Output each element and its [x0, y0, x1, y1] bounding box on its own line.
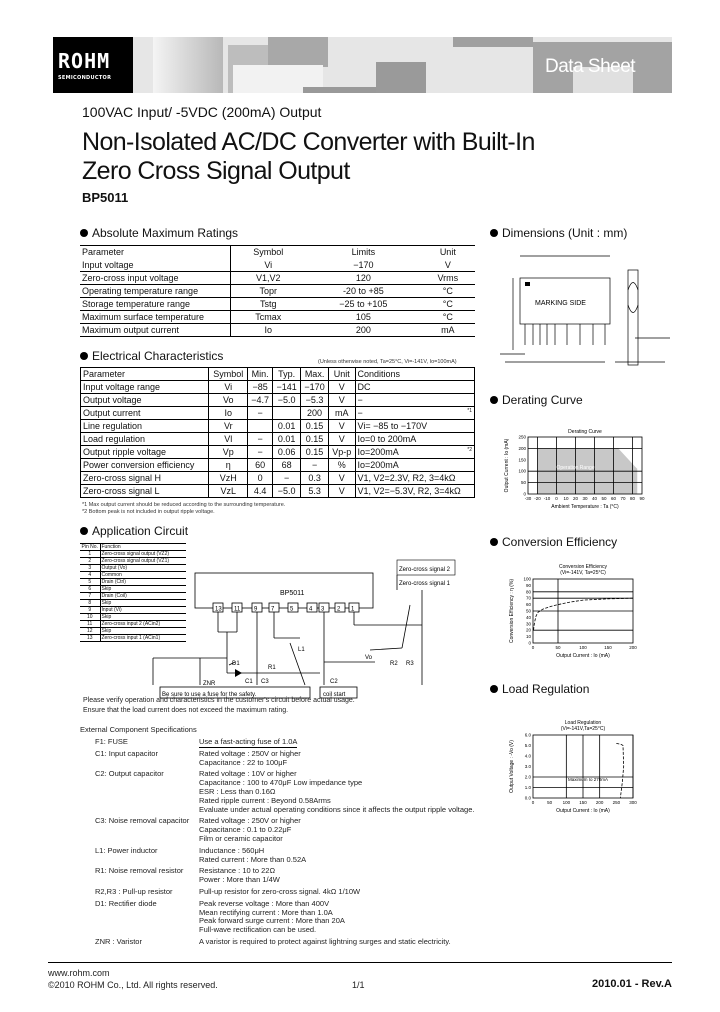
column-header: Function [100, 544, 186, 551]
table-cell: −25 to +105 [306, 298, 421, 311]
table-cell: η [209, 459, 248, 472]
table-cell: V1, V2=2.3V, R2, 3=4kΩ [355, 472, 474, 485]
application-circuit [140, 555, 480, 700]
y-tick-label: 200 [518, 445, 526, 451]
y-tick-label: 50 [525, 608, 531, 614]
table-cell: Zero-cross input 2 (ACin2) [100, 621, 186, 628]
y-tick-label: 1.0 [524, 785, 531, 790]
elec-heading: Electrical Characteristics [80, 349, 223, 363]
marking-side-label: MARKING SIDE [535, 300, 586, 307]
y-tick-label: 2.0 [524, 774, 531, 780]
efficiency-chart [490, 562, 670, 667]
table-row [80, 324, 475, 337]
ic-pin-number: 2 [337, 606, 341, 613]
table-cell: 0 [248, 472, 273, 485]
footer-page: 1/1 [352, 980, 365, 990]
x-tick-label: 90 [639, 496, 645, 501]
r1-label: R1 [268, 665, 276, 671]
table-cell: V [329, 420, 356, 433]
footer-rule [48, 962, 672, 963]
x-tick-label: 20 [572, 496, 579, 501]
y-tick-label: 70 [525, 595, 531, 601]
elec-table [80, 367, 475, 498]
efficiency-heading: Conversion Efficiency [490, 535, 617, 549]
y-tick-label: 6.0 [524, 732, 531, 738]
table-cell: V1,V2 [230, 272, 306, 285]
chart-title: Derating Curve [568, 429, 602, 435]
table-cell: Skip [100, 586, 186, 593]
y-axis-label: Conversion Efficiency : η (%) [509, 578, 515, 644]
y-tick-label: 100 [518, 468, 526, 474]
header-row [80, 246, 475, 259]
y-tick-label: 0 [523, 491, 526, 497]
ext-spec-name: R2,R3 : Pull-up resistor [95, 887, 173, 896]
table-cell: Io [230, 324, 306, 337]
column-header: Max. [301, 368, 329, 381]
column-header: Parameter [80, 246, 230, 259]
table-row [81, 394, 475, 407]
table-cell: −170 [301, 381, 329, 394]
app-note-1: Please verify operation and characteristics in the customer's circuit before actual usage. [83, 697, 355, 704]
table-cell [248, 420, 273, 433]
ext-spec-value: Rated voltage : 250V or higher [199, 816, 301, 826]
table-cell: Tcmax [230, 311, 306, 324]
table-cell: Skip [100, 600, 186, 607]
ext-spec-name: L1: Power inductor [95, 845, 158, 855]
table-cell: 0.01 [273, 420, 301, 433]
table-cell: − [248, 407, 273, 420]
table-cell: V [421, 259, 475, 272]
y-tick-label: 100 [523, 576, 531, 582]
y-axis-label: Output Current : Io (mA) [504, 438, 510, 493]
table-cell: 105 [306, 311, 421, 324]
table-row [81, 420, 475, 433]
table-cell: Zero-cross signal H [81, 472, 209, 485]
table-cell: Load regulation [81, 433, 209, 446]
x-tick-label: 200 [595, 800, 604, 805]
table-cell: −170 [306, 259, 421, 272]
table-cell: Input voltage [80, 259, 230, 272]
table-cell: 8 [80, 600, 100, 607]
table-cell: Input (Vi) [100, 607, 186, 614]
app-note-2: Ensure that the load current does not exceed the maximum rating. [83, 707, 289, 714]
ext-spec-value: Resistance : 10 to 22Ω [199, 866, 276, 876]
table-cell: − [355, 394, 474, 407]
y-tick-label: 4.0 [524, 753, 531, 759]
ext-spec-name: D1: Rectifier diode [95, 898, 157, 908]
x-tick-label: 150 [604, 645, 612, 650]
table-cell: −85 [248, 381, 273, 394]
table-cell: 200 [306, 324, 421, 337]
table-cell: − [248, 433, 273, 446]
ext-spec-value: Full-wave rectification can be used. [199, 925, 317, 935]
footnote-2: *2 Bottom peak is not included in output ripple voltage. [82, 509, 215, 515]
column-header: Typ. [273, 368, 301, 381]
y-tick-label: 5.0 [524, 743, 531, 748]
y-tick-label: 0.0 [524, 795, 531, 801]
table-row [81, 407, 475, 420]
ic-pin-number: 1 [351, 606, 355, 613]
x-tick-label: 60 [610, 496, 617, 501]
table-cell: 9 [80, 607, 100, 614]
table-cell: Output current [81, 407, 209, 420]
x-tick-label: 0 [531, 645, 535, 650]
ext-spec-name: R1: Noise removal resistor [95, 866, 184, 876]
footnote-ref: *2 [467, 446, 472, 453]
x-tick-label: 0 [531, 800, 535, 805]
abs-max-heading: Absolute Maximum Ratings [80, 226, 238, 240]
ext-spec-name: C1: Input capacitor [95, 748, 158, 758]
table-row [80, 259, 475, 272]
chart-title: Conversion Efficiency [559, 564, 607, 570]
y-tick-label: 30 [525, 621, 531, 627]
column-header: Pin No. [80, 544, 100, 551]
table-cell: − [273, 472, 301, 485]
table-row [80, 298, 475, 311]
x-tick-label: 80 [629, 496, 636, 501]
zero-cross-signal-2-label: Zero-cross signal 2 [399, 567, 451, 573]
part-number: BP5011 [82, 190, 129, 205]
table-cell: Vp [209, 446, 248, 459]
footnote-ref: *1 [467, 407, 472, 414]
table-cell: % [329, 459, 356, 472]
table-cell: Line regulation [81, 420, 209, 433]
y-tick-label: 150 [518, 457, 526, 463]
app-heading: Application Circuit [80, 524, 188, 538]
table-cell: Io [209, 407, 248, 420]
table-cell: 3 [80, 565, 100, 572]
table-cell: Power conversion efficiency [81, 459, 209, 472]
table-cell: Io=0 to 200mA [355, 433, 474, 446]
derating-heading: Derating Curve [490, 393, 583, 407]
table-cell: −141 [273, 381, 301, 394]
ext-spec-value: Capacitance : 22 to 100μF [199, 757, 288, 767]
table-cell: 0.3 [301, 472, 329, 485]
fuse-note: Be sure to use a fuse for the safety. [162, 692, 257, 698]
x-tick-label: 200 [629, 645, 637, 650]
table-cell: -20 to +85 [306, 285, 421, 298]
data-series [616, 743, 623, 798]
ext-spec-value: Use a fast-acting fuse of 1.0A [199, 737, 298, 746]
load-regulation-chart [490, 718, 670, 818]
column-header: Unit [329, 368, 356, 381]
ext-spec-name: F1: FUSE [95, 737, 128, 746]
ext-spec-value: Capacitance : 100 to 470μF Low impedance type [199, 778, 363, 788]
ext-spec-value: Peak reverse voltage : More than 400V [199, 898, 330, 908]
abs-max-table [80, 245, 475, 337]
footer-revision: 2010.01 - Rev.A [592, 978, 672, 990]
ext-spec-value: ESR : Less than 0.16Ω [199, 787, 276, 796]
table-cell: 6 [80, 586, 100, 593]
table-cell: Zero-cross signal output (VZ1) [100, 558, 186, 565]
table-cell: Tstg [230, 298, 306, 311]
column-header: Parameter [81, 368, 209, 381]
data-sheet-label: Data Sheet [545, 56, 636, 77]
table-cell: 5.3 [301, 485, 329, 498]
table-cell: Vi= −85 to −170V [355, 420, 474, 433]
chart-annotation: Maximum Io 270mA [568, 777, 609, 783]
table-cell: 10 [80, 614, 100, 621]
column-header: Symbol [230, 246, 306, 259]
table-cell: 12 [80, 628, 100, 635]
table-cell: Zero-cross input 1 (ACin1) [100, 635, 186, 642]
ic-pin-number: 7 [271, 606, 275, 613]
x-axis-label: Output Current : Io (mA) [556, 808, 610, 814]
ext-spec-value: Capacitance : 0.1 to 0.22μF [199, 825, 292, 835]
table-cell: 1 [80, 551, 100, 558]
x-tick-label: 40 [591, 496, 598, 501]
table-row [81, 381, 475, 394]
l1-label: L1 [298, 647, 305, 653]
y-tick-label: 50 [520, 480, 526, 486]
rohm-logo: ROHM SEMICONDUCTOR [53, 37, 133, 93]
ext-spec-value: A varistor is required to protect against lightning surges and static electricity. [199, 937, 451, 946]
table-cell: Drain (Coil) [100, 593, 186, 600]
table-cell: 0.15 [301, 433, 329, 446]
c2-label: C2 [330, 679, 338, 685]
ic-pin-number: 4 [309, 606, 313, 613]
table-cell: Skip [100, 628, 186, 635]
ext-spec-value: Pull-up resistor for zero-cross signal. 4kΩ 1/10W [199, 887, 361, 896]
chart-subtitle: (Vi=-141V, Ta=25°C) [560, 570, 606, 576]
table-cell: 5 [80, 579, 100, 586]
table-cell: Vp-p [329, 446, 356, 459]
dimensions-drawing [495, 250, 675, 370]
elec-conditions-note: (Unless otherwise noted, Ta=25°C, Vi=-141V, Io=100mA) [318, 359, 457, 365]
table-cell: Maximum output current [80, 324, 230, 337]
page-title: Non-Isolated AC/DC Converter with Built-In Zero Cross Signal Output [82, 128, 535, 185]
ext-spec-name: C2: Output capacitor [95, 769, 164, 779]
x-tick-label: -30 [524, 496, 532, 501]
x-tick-label: 300 [629, 800, 637, 805]
table-cell: VzH [209, 472, 248, 485]
table-cell: 4.4 [248, 485, 273, 498]
table-cell: °C [421, 285, 475, 298]
ic-pin-number: 9 [254, 606, 258, 613]
table-cell: V [329, 394, 356, 407]
table-cell: °C [421, 311, 475, 324]
c1-label: C1 [245, 679, 253, 685]
d1-label: D1 [232, 661, 240, 667]
table-cell: Topr [230, 285, 306, 298]
table-cell: 4 [80, 572, 100, 579]
table-cell: °C [421, 298, 475, 311]
ext-spec-value: Peak forward surge current : More than 20A [199, 916, 345, 926]
table-row [81, 459, 475, 472]
ext-spec-value: Evaluate under actual operating conditions since it affects the output ripple voltage. [199, 804, 475, 814]
ext-spec-value: Rated voltage : 250V or higher [199, 748, 301, 758]
ic-label: BP5011 [280, 590, 305, 597]
x-tick-label: 100 [579, 645, 587, 650]
table-cell: V [329, 485, 356, 498]
x-axis-label: Ambient Temperature : Ta (°C) [551, 504, 619, 510]
footnote-1: *1 Max output current should be reduced according to the surrounding temperature. [82, 502, 286, 508]
y-tick-label: 3.0 [524, 764, 531, 769]
ext-spec-value: Inductance : 560μH [199, 845, 265, 855]
ext-spec-value: Rated voltage : 10V or higher [199, 769, 297, 779]
x-tick-label: 50 [555, 645, 561, 650]
column-header: Unit [421, 246, 475, 259]
y-tick-label: 20 [525, 627, 531, 633]
c3-label: C3 [261, 679, 269, 685]
table-cell: Vi [209, 381, 248, 394]
ext-spec-value: Rated current : More than 0.52A [199, 854, 307, 864]
data-series [534, 598, 634, 630]
y-tick-label: 80 [525, 589, 531, 595]
table-cell: −5.0 [273, 394, 301, 407]
ext-spec-value: Rated ripple current : Beyond 0.58Arms [199, 795, 331, 805]
vo-label: Vo [365, 655, 373, 661]
header-row [81, 368, 475, 381]
table-cell: Storage temperature range [80, 298, 230, 311]
x-tick-label: 70 [620, 496, 626, 501]
y-axis-label: Output Voltage : -Vo (V) [509, 740, 515, 793]
table-cell: 0.06 [273, 446, 301, 459]
table-cell: Vo [209, 394, 248, 407]
x-tick-label: 50 [601, 496, 607, 501]
x-tick-label: 30 [582, 496, 588, 501]
dimensions-heading: Dimensions (Unit : mm) [490, 226, 627, 240]
table-cell: V [329, 472, 356, 485]
column-header: Limits [306, 246, 421, 259]
table-cell: Common [100, 572, 186, 579]
r2-label: R2 [390, 661, 398, 667]
r3-label: R3 [406, 661, 414, 667]
table-cell: mA [329, 407, 356, 420]
table-cell: Vl [209, 433, 248, 446]
x-tick-label: -20 [534, 496, 541, 501]
header-row [80, 544, 186, 551]
ext-spec-list [95, 738, 485, 953]
table-cell: −5.3 [301, 394, 329, 407]
table-cell: Vrms [421, 272, 475, 285]
table-cell: Vi [230, 259, 306, 272]
table-cell: Input voltage range [81, 381, 209, 394]
table-cell: 11 [80, 621, 100, 628]
x-tick-label: 50 [547, 800, 553, 805]
table-cell: 0.15 [301, 420, 329, 433]
table-cell: Io=200mA *2 [355, 446, 474, 459]
znr-label: ZNR [203, 681, 216, 687]
table-row [81, 446, 475, 459]
coil-start-note: coil start [323, 692, 346, 698]
table-cell: Zero-cross input voltage [80, 272, 230, 285]
table-cell: 200 [301, 407, 329, 420]
table-cell: − [248, 446, 273, 459]
table-cell [273, 407, 301, 420]
table-cell: −5.0 [273, 485, 301, 498]
table-cell: 2 [80, 558, 100, 565]
table-cell: Output voltage [81, 394, 209, 407]
footer-copyright: ©2010 ROHM Co., Ltd. All rights reserved. [48, 980, 218, 990]
table-cell: Output ripple voltage [81, 446, 209, 459]
table-row [81, 485, 475, 498]
table-cell: mA [421, 324, 475, 337]
table-cell: Vr [209, 420, 248, 433]
ext-spec-name: C3: Noise removal capacitor [95, 816, 190, 826]
load-regulation-heading: Load Regulation [490, 682, 589, 696]
table-cell: 120 [306, 272, 421, 285]
y-tick-label: 0 [528, 640, 531, 646]
ext-heading: External Component Specifications [80, 725, 197, 734]
column-header: Conditions [355, 368, 474, 381]
table-cell: − *1 [355, 407, 474, 420]
table-cell: − [301, 459, 329, 472]
x-tick-label: 100 [562, 800, 571, 805]
ic-pin-number: 13 [215, 606, 222, 613]
chart-subtitle: (Vi=-141V,Ta=25°C) [560, 726, 606, 732]
x-tick-label: 10 [563, 496, 569, 501]
ic-pin-number: 3 [321, 606, 325, 613]
table-cell: V [329, 381, 356, 394]
table-cell: Drain (Ctrl) [100, 579, 186, 586]
table-cell: Skip [100, 614, 186, 621]
y-tick-label: 10 [525, 634, 531, 640]
table-cell: 0.01 [273, 433, 301, 446]
x-tick-label: 250 [612, 800, 621, 805]
table-cell: −4.7 [248, 394, 273, 407]
footer-url[interactable]: www.rohm.com [48, 968, 110, 978]
table-cell: Operating temperature range [80, 285, 230, 298]
table-cell: Zero-cross signal L [81, 485, 209, 498]
column-header: Symbol [209, 368, 248, 381]
table-cell: 13 [80, 635, 100, 642]
table-cell: DC [355, 381, 474, 394]
y-tick-label: 40 [525, 614, 531, 620]
table-cell: V1, V2=−5.3V, R2, 3=4kΩ [355, 485, 474, 498]
ic-pin-number: 5 [290, 606, 294, 613]
region-label: Operation Range [556, 464, 595, 471]
ext-spec-value: Film or ceramic capacitor [199, 834, 283, 843]
ext-spec-value: Mean rectifying current : More than 1.0A [199, 907, 333, 917]
table-cell: Output (Vo) [100, 565, 186, 572]
table-row [80, 311, 475, 324]
table-cell: Zero-cross signal output (VZ2) [100, 551, 186, 558]
ext-spec-name: ZNR : Varistor [95, 937, 142, 946]
table-cell: Io=200mA [355, 459, 474, 472]
y-tick-label: 250 [518, 434, 526, 440]
chart-title: Load Regulation [564, 720, 602, 726]
table-cell: VzL [209, 485, 248, 498]
table-cell: 0.15 [301, 446, 329, 459]
table-cell: Maximum surface temperature [80, 311, 230, 324]
y-tick-label: 90 [525, 582, 531, 588]
x-tick-label: -10 [543, 496, 551, 501]
table-row [80, 285, 475, 298]
x-tick-label: 150 [579, 800, 587, 805]
table-cell: 7 [80, 593, 100, 600]
subtitle: 100VAC Input/ -5VDC (200mA) Output [82, 104, 322, 120]
x-axis-label: Output Current : Io (mA) [556, 653, 610, 659]
ext-spec-value: Power : More than 1/4W [199, 875, 280, 885]
zero-cross-signal-1-label: Zero-cross signal 1 [399, 581, 451, 587]
ic-pin-number: 11 [234, 606, 241, 613]
y-tick-label: 60 [525, 602, 531, 608]
table-cell: V [329, 433, 356, 446]
table-row [81, 472, 475, 485]
table-cell: 68 [273, 459, 301, 472]
x-tick-label: 0 [555, 496, 558, 501]
table-row [81, 433, 475, 446]
table-row [80, 272, 475, 285]
derating-chart [490, 420, 670, 520]
column-header: Min. [248, 368, 273, 381]
table-cell: 60 [248, 459, 273, 472]
